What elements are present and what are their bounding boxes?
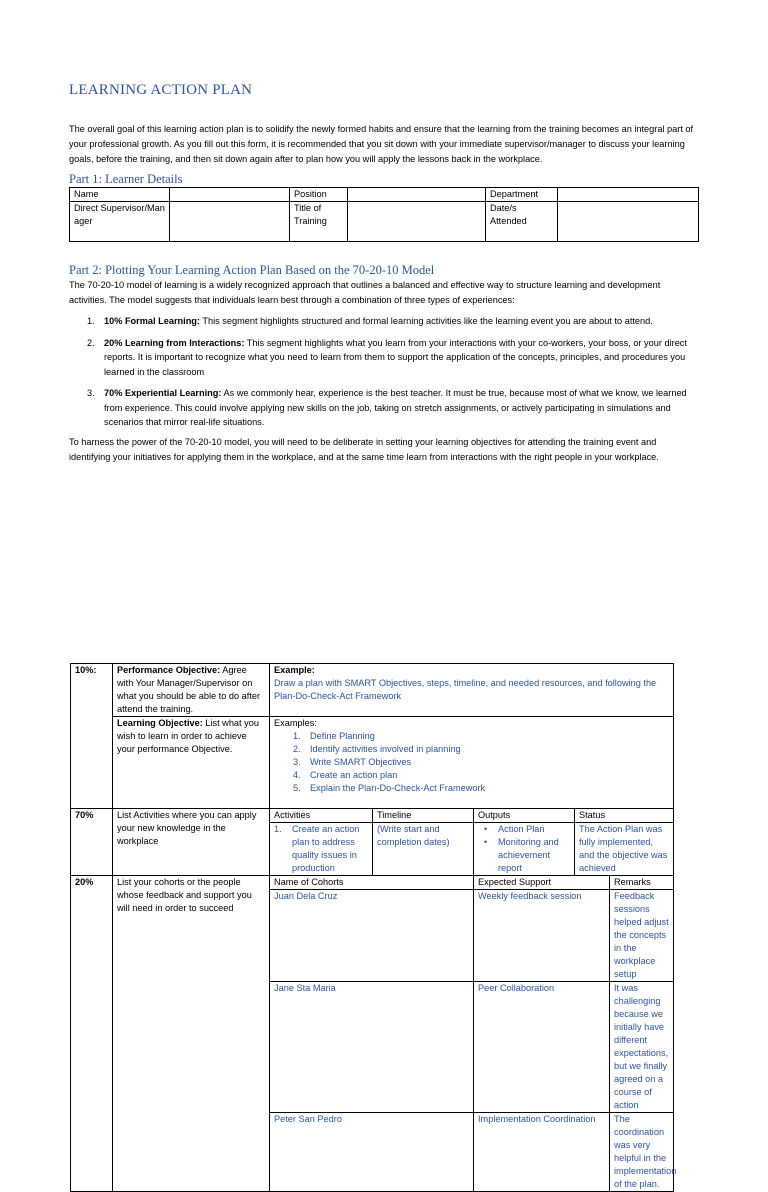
- examples-list: 1. Define Planning 2. Identify activities involved in planning 3. Write SMART Objectives 4. Create an action plan 5. Explain the Plan-Do-Check-Act Framework: [293, 731, 486, 793]
- cohort-name-cell[interactable]: Jane Sta Maria: [270, 982, 474, 1113]
- cohort-name-header: Name of Cohorts: [270, 876, 474, 890]
- remarks-cell[interactable]: It was challenging because we initially have different expectations, but we finally agreed on a course of action: [610, 982, 674, 1112]
- outputs-header: Outputs: [474, 809, 575, 823]
- cohort-support-remarks: [474, 1113, 677, 1192]
- support-cell[interactable]: Peer Collaboration: [478, 983, 555, 993]
- outputs-cell[interactable]: • Action Plan • Monitoring and achievement report: [474, 823, 575, 876]
- intro-paragraph: The overall goal of this learning action plan is to solidify the newly formed habits and ensure that the learning from the training becomes an integral part of your professional growth. As you fill out this form, it is recommended that you sit down with your immediate supervisor/manager to discuss your learning goals, before the training, and then sit down again after to plan how you will apply the lessons back in the workplace.: [69, 124, 694, 164]
- cohort-name-cell[interactable]: Juan Dela Cruz: [270, 890, 474, 982]
- activities-header: Activities: [270, 809, 373, 823]
- part1-heading: Part 1: Learner Details: [69, 172, 183, 186]
- position-value[interactable]: [348, 188, 486, 202]
- activity-cell[interactable]: 1. Create an action plan to address quality issues in production: [270, 823, 373, 876]
- title-of-training-label: Title of Training: [290, 202, 348, 242]
- row70-percent: 70%: [71, 809, 113, 876]
- page-title: LEARNING ACTION PLAN: [69, 82, 253, 98]
- supervisor-label: Direct Supervisor/Manager: [70, 202, 170, 242]
- list-item: 1. 10% Formal Learning: This segment highlights structured and formal learning activities like the learning event you are about to attend.: [87, 316, 653, 326]
- department-value[interactable]: [558, 188, 699, 202]
- remarks-cell[interactable]: Feedback sessions helped adjust the concepts in the workplace setup: [610, 890, 674, 981]
- examples-cell[interactable]: Examples: 1. Define Planning 2. Identify activities involved in planning 3. Write SMART Objectives 4. Create an action plan 5. Explain the Plan-Do-Check-Act Framework: [270, 717, 674, 809]
- cohort-support-remarks: [474, 982, 674, 1113]
- support-cell[interactable]: Weekly feedback session: [478, 891, 582, 901]
- learner-details-table: [69, 187, 699, 242]
- example-cell[interactable]: Example: Draw a plan with SMART Objectives, steps, timeline, and needed resources, and following the Plan-Do-Check-Act Framework: [270, 664, 674, 717]
- cohort-support-remarks: [474, 890, 674, 982]
- action-plan-table: [70, 663, 677, 1192]
- status-header: Status: [575, 809, 674, 823]
- cohort-name-cell[interactable]: Peter San Pedro: [270, 1113, 474, 1192]
- timeline-cell[interactable]: (Write start and completion dates): [373, 823, 474, 876]
- support-remarks-header: Expected Support Remarks: [474, 876, 674, 890]
- title-of-training-value[interactable]: [348, 202, 486, 242]
- status-cell[interactable]: The Action Plan was fully implemented, and the objective was achieved: [575, 823, 674, 876]
- support-cell[interactable]: Implementation Coordination: [478, 1114, 596, 1124]
- model-list: [69, 314, 697, 437]
- part2-heading: Part 2: Plotting Your Learning Action Plan Based on the 70-20-10 Model: [69, 263, 435, 277]
- dates-attended-label: Date/s Attended: [486, 202, 558, 242]
- remarks-cell[interactable]: The coordination was very helpful in the implementation of the plan.: [610, 1113, 674, 1191]
- performance-objective: Performance Objective: Agree with Your Manager/Supervisor on what you should be able to do after attend the training.: [113, 664, 270, 717]
- list-item: 2. 20% Learning from Interactions: This segment highlights what you learn from your interactions with your co-workers, your boss, or your direct reports. It is important to recognize what you need to learn from them to support the application of the concepts, principles, and procedures you learned in the classroom: [87, 337, 687, 377]
- dates-attended-value[interactable]: [558, 202, 699, 242]
- part2-intro: The 70-20-10 model of learning is a widely recognized approach that outlines a balanced and effective way to structure learning and development activities. The model suggests that individuals learn best through a combination of three types of experiences:: [69, 280, 661, 305]
- row10-percent: 10%:: [71, 664, 113, 809]
- supervisor-value[interactable]: [170, 202, 290, 242]
- list-item: 3. 70% Experiential Learning: As we commonly hear, experience is the best teacher. It must be true, because most of what we know, we learned from experience. This could involve applying new skills on the job, taking on stretch assignments, or actively participating in simulations and scenarios that mirror real-life situations.: [87, 388, 687, 427]
- position-label: Position: [290, 188, 348, 202]
- row70-description: List Activities where you can apply your new knowledge in the workplace: [113, 809, 270, 876]
- row20-description: List your cohorts or the people whose feedback and support you will need in order to succeed: [113, 876, 270, 1192]
- name-value[interactable]: [170, 188, 290, 202]
- department-label: Department: [486, 188, 558, 202]
- row20-percent: 20%: [71, 876, 113, 1192]
- name-label: Name: [70, 188, 170, 202]
- part2-closing: To harness the power of the 70-20-10 model, you will need to be deliberate in setting your learning objectives for attending the training event and identifying your initiatives for applying them in the workplace, and at the same time learn from interactions with the right people in your workplace.: [69, 437, 659, 462]
- timeline-header: Timeline: [373, 809, 474, 823]
- learning-objective: Learning Objective: List what you wish to learn in order to achieve your performance Objective.: [113, 717, 270, 809]
